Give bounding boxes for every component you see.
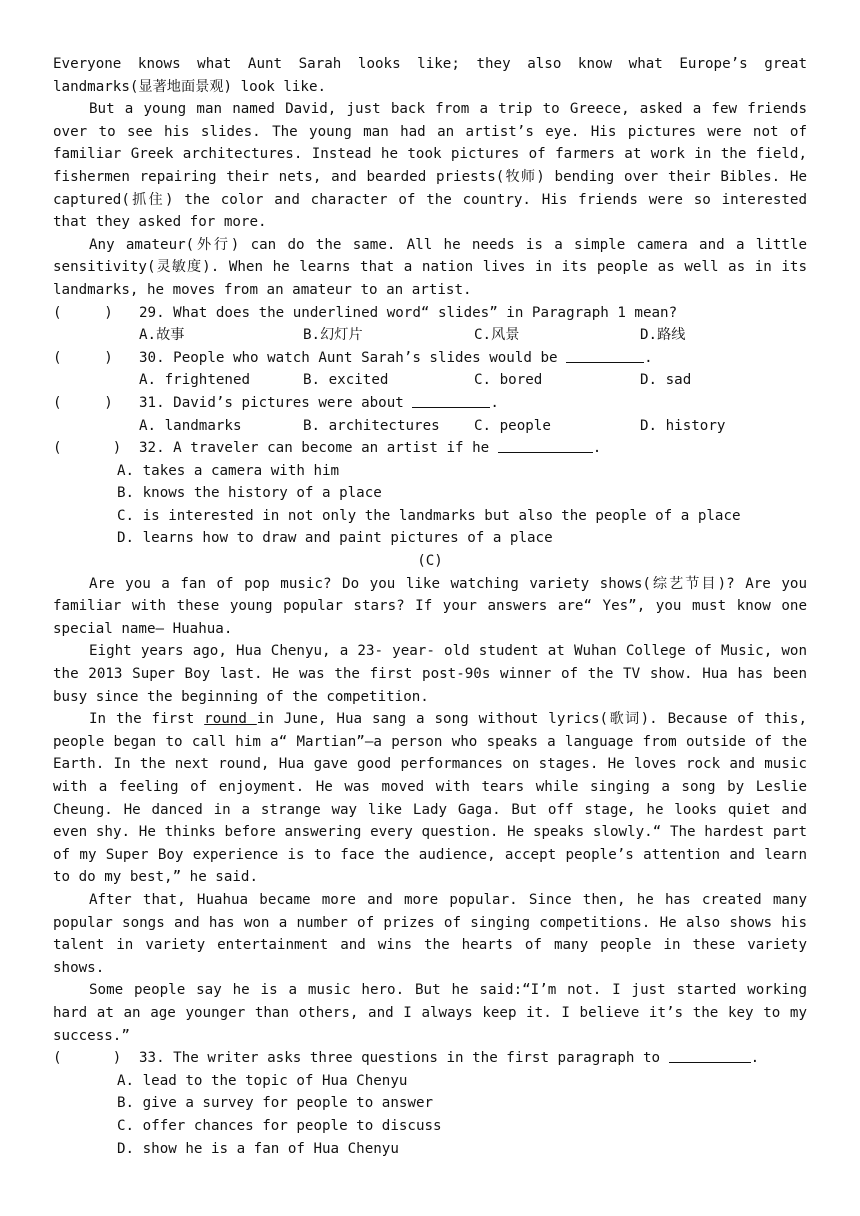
option-d: D.路线	[640, 327, 686, 344]
option-d: D. history	[640, 417, 726, 434]
option-c: C. offer chances for people to discuss	[117, 1117, 442, 1134]
option-c: C.风景	[474, 327, 520, 344]
question-29-options	[53, 324, 807, 347]
paragraph-text: in June, Hua sang a song without lyrics(歌词). Because of this, people began to call him a“ Martian”—a person who speaks a language from outside of the Earth. In the next round, Hua gave good performances on stages. He loves rock and music with a feeling of enjoyment. He was moved with tears while singing a song by Leslie Cheung. He danced in a strange way like Lady Gaga. But off stage, he looks quiet and even shy. He thinks before answering every question. He speaks slowly.“ The hardest part of my Super Boy experience is to face the audience, accept people’s attention and learn to do my best,” he said.	[53, 711, 807, 886]
option-d: D. learns how to draw and paint pictures of a place	[117, 530, 553, 547]
passage-c-paragraph-1: Are you a fan of pop music? Do you like watching variety shows(综艺节目)? Are you familiar with these young popular stars? If your answers are“ Yes”, you must know one special name— Huahua.	[53, 575, 807, 637]
question-stem-end: .	[490, 394, 499, 411]
answer-bracket[interactable]: ( )	[53, 1050, 122, 1067]
question-stem: 32. A traveler can become an artist if he	[139, 440, 498, 457]
question-29	[53, 302, 807, 325]
question-31-options	[53, 415, 807, 438]
answer-bracket[interactable]: ( )	[53, 440, 122, 457]
question-stem: 31. David’s pictures were about	[139, 394, 413, 411]
option-a: A. takes a camera with him	[117, 462, 340, 479]
answer-bracket[interactable]: ( )	[53, 304, 113, 321]
option-b: B. architectures	[303, 417, 440, 434]
option-a: A. landmarks	[139, 417, 242, 434]
underlined-word: round	[204, 711, 257, 728]
question-31	[53, 392, 807, 415]
question-stem-end: .	[750, 1050, 760, 1067]
passage-b-paragraph-1: Everyone knows what Aunt Sarah looks like; they also know what Europe’s great landmarks(显著地面景观) look like.	[53, 56, 807, 95]
answer-bracket[interactable]: ( )	[53, 394, 113, 411]
option-d: D. show he is a fan of Hua Chenyu	[117, 1140, 399, 1157]
paragraph-text: In the first	[89, 711, 205, 728]
passage-c-paragraph-5: Some people say he is a music hero. But he said:“I’m not. I just started working hard at an age younger than others, and I always keep it. I believe it’s the key to my success.”	[53, 982, 807, 1044]
answer-blank[interactable]	[412, 392, 490, 408]
passage-c-paragraph-4: After that, Huahua became more and more popular. Since then, he has created many popular songs and has won a number of prizes of singing competitions. He also shows his talent in variety entertainment and wins the hearts of many people in these variety shows.	[53, 891, 807, 976]
option-a: A.故事	[139, 327, 185, 344]
answer-blank[interactable]	[566, 347, 644, 363]
passage-c-paragraph-3	[53, 708, 807, 889]
text-column	[53, 53, 807, 1160]
option-a: A. frightened	[139, 372, 251, 389]
option-a: A. lead to the topic of Hua Chenyu	[117, 1072, 408, 1089]
passage-b-paragraph-2: But a young man named David, just back from a trip to Greece, asked a few friends over to see his slides. The young man had an artist’s eye. His pictures were not of familiar Greek architectures. Instead he took pictures of farmers at work in the field, fishermen repairing their nets, and bearded priests(牧师) bending over their Bibles. He captured(抓住) the color and character of the country. His friends were so interested that they asked for more.	[53, 101, 807, 231]
option-c: C. bored	[474, 372, 543, 389]
answer-blank[interactable]	[498, 437, 593, 453]
question-stem-end: .	[644, 349, 653, 366]
question-stem-end: .	[592, 440, 602, 457]
option-d: D. sad	[640, 372, 692, 389]
question-stem: 33. The writer asks three questions in the first paragraph to	[139, 1050, 669, 1067]
question-32	[53, 437, 807, 460]
answer-blank[interactable]	[669, 1047, 751, 1063]
question-stem: 29. What does the underlined word“ slides” in Paragraph 1 mean?	[139, 304, 678, 321]
question-30	[53, 347, 807, 370]
question-33	[53, 1047, 807, 1070]
question-stem: 30. People who watch Aunt Sarah’s slides would be	[139, 349, 567, 366]
option-b: B. give a survey for people to answer	[117, 1095, 434, 1112]
option-c: C. is interested in not only the landmarks but also the people of a place	[117, 507, 741, 524]
option-c: C. people	[474, 417, 551, 434]
option-b: B. knows the history of a place	[117, 485, 382, 502]
passage-c-paragraph-2: Eight years ago, Hua Chenyu, a 23- year- old student at Wuhan College of Music, won the 2013 Super Boy last. He was the first post-90s winner of the TV show. Hua has been busy since the beginning of the competition.	[53, 643, 807, 705]
option-b: B. excited	[303, 372, 389, 389]
option-b: B.幻灯片	[303, 327, 363, 344]
question-30-options	[53, 369, 807, 392]
passage-b-paragraph-3: Any amateur(外行) can do the same. All he needs is a simple camera and a little sensitivity(灵敏度). When he learns that a nation lives in its people as well as in its landmarks, he moves from an amateur to an artist.	[53, 236, 807, 298]
section-c-heading: (C)	[417, 553, 443, 570]
answer-bracket[interactable]: ( )	[53, 349, 113, 366]
